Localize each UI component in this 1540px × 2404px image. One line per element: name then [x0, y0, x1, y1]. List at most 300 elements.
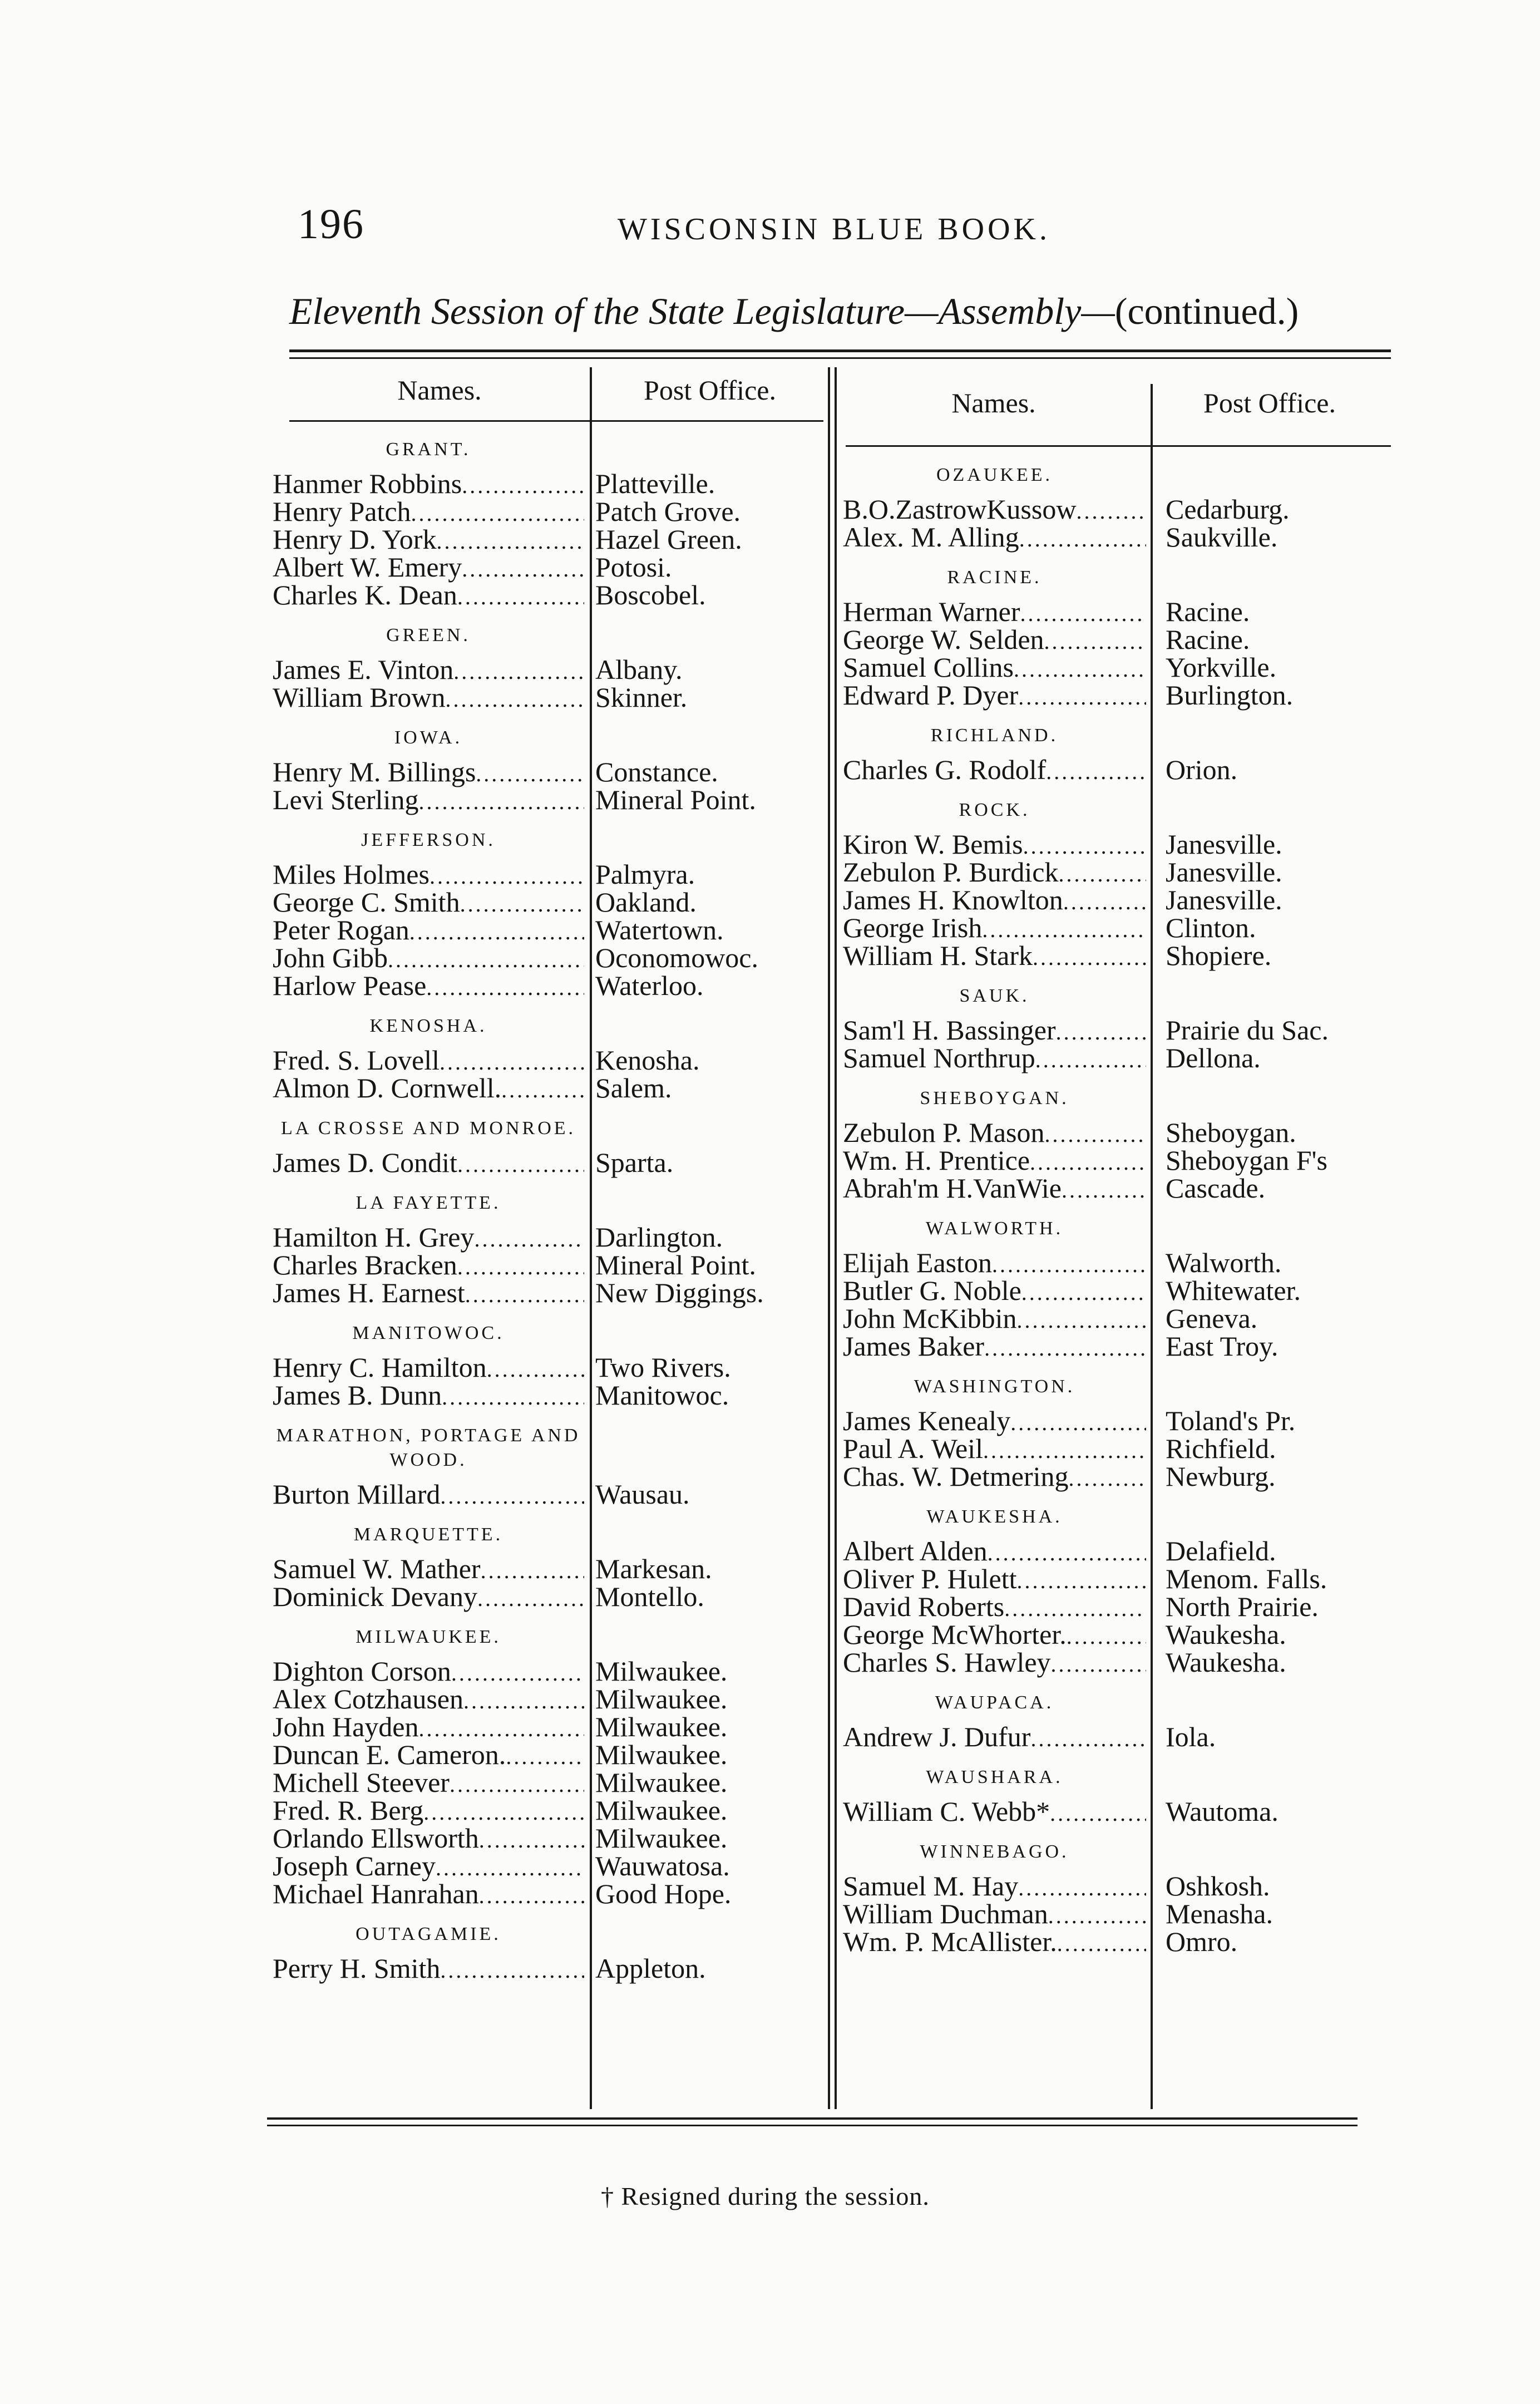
member-name: Harlow Pease — [273, 970, 427, 1001]
member-name: Albert Alden — [843, 1535, 988, 1566]
member-row — [273, 942, 758, 973]
member-row — [273, 1822, 728, 1854]
member-name: Fred. S. Lovell — [273, 1045, 440, 1076]
member-post-office: Iola. — [1166, 1721, 1216, 1752]
member-name: James E. Vinton — [273, 654, 454, 685]
member-row — [273, 1221, 723, 1253]
county-heading: WASHINGTON. — [914, 1376, 1075, 1397]
member-name: James D. Condit — [273, 1147, 457, 1178]
leader-dots — [409, 918, 584, 946]
leader-dots — [445, 686, 584, 713]
member-post-office: Two Rivers. — [595, 1352, 731, 1383]
member-name: George W. Selden — [843, 624, 1044, 655]
subtitle-italic: Eleventh Session of the State Legislature—Assembly— — [289, 290, 1115, 332]
member-post-office: Milwaukee. — [595, 1822, 728, 1854]
member-row — [273, 784, 756, 815]
leader-dots — [1046, 758, 1146, 786]
member-row — [273, 682, 688, 713]
member-row — [273, 1711, 728, 1742]
subtitle-plain: (continued.) — [1114, 290, 1299, 332]
member-row — [273, 756, 718, 787]
leader-dots — [1016, 1567, 1146, 1595]
member-post-office: Wautoma. — [1166, 1796, 1279, 1827]
member-row — [843, 1461, 1276, 1492]
member-name: John McKibbin — [843, 1303, 1017, 1334]
member-row — [843, 1535, 1276, 1566]
member-name: Hamilton H. Grey — [273, 1221, 475, 1253]
member-post-office: Janesville. — [1166, 856, 1282, 888]
leader-dots — [1050, 1800, 1146, 1827]
member-name: Paul A. Weil — [843, 1433, 984, 1464]
member-row — [843, 1247, 1282, 1278]
member-post-office: New Diggings. — [595, 1277, 764, 1308]
county-heading: WAUKESHA. — [926, 1506, 1063, 1527]
leader-dots — [1035, 1046, 1146, 1074]
member-post-office: Mineral Point. — [595, 1249, 756, 1280]
member-row — [273, 1147, 674, 1178]
county-heading: WAUSHARA. — [926, 1767, 1063, 1787]
leader-dots — [479, 1826, 584, 1854]
left-member-list — [273, 423, 764, 1984]
member-row — [843, 652, 1277, 683]
member-name: Alex Cotzhausen — [273, 1683, 463, 1715]
leader-dots — [984, 1334, 1146, 1362]
member-row — [273, 1656, 728, 1687]
leader-dots — [460, 890, 584, 918]
leader-dots — [457, 1151, 584, 1179]
member-name: Chas. W. Detmering — [843, 1461, 1069, 1492]
member-post-office: Janesville. — [1166, 884, 1282, 915]
member-post-office: Omro. — [1166, 1926, 1238, 1957]
member-name: James H. Earnest — [273, 1277, 465, 1308]
member-row — [273, 468, 715, 499]
member-row — [273, 1767, 728, 1798]
member-row — [843, 856, 1282, 888]
member-name: Orlando Ellsworth — [273, 1822, 479, 1854]
member-name: Samuel Northrup — [843, 1042, 1035, 1073]
member-name: B.O.ZastrowKussow — [843, 494, 1077, 525]
member-post-office: Janesville. — [1166, 829, 1282, 860]
member-post-office: Waukesha. — [1166, 1619, 1286, 1650]
leader-dots — [1062, 1176, 1146, 1204]
member-post-office: Geneva. — [1166, 1303, 1258, 1334]
member-name: William H. Stark — [843, 940, 1033, 971]
member-post-office: Mineral Point. — [595, 784, 756, 815]
member-name: James H. Knowlton — [843, 884, 1063, 915]
member-name: Dominick Devany — [273, 1581, 477, 1612]
member-post-office: Milwaukee. — [595, 1656, 728, 1687]
member-post-office: Yorkville. — [1166, 652, 1277, 683]
member-post-office: Orion. — [1166, 754, 1238, 785]
bottom-rule — [267, 2117, 1358, 2120]
member-row — [273, 1850, 730, 1881]
member-row — [843, 1647, 1286, 1678]
leader-dots — [501, 1076, 584, 1104]
member-name: Perry H. Smith — [273, 1953, 441, 1984]
member-post-office: Skinner. — [595, 682, 688, 713]
member-name: Kiron W. Bemis — [843, 829, 1023, 860]
member-row — [843, 624, 1250, 655]
member-post-office: Wauwatosa. — [595, 1850, 730, 1881]
leader-dots — [474, 1225, 584, 1253]
member-post-office: Montello. — [595, 1581, 704, 1612]
member-name: Joseph Carney — [273, 1850, 436, 1881]
county-heading: GREEN. — [386, 625, 471, 646]
right-names-header: Names. — [951, 387, 1036, 418]
member-row — [273, 970, 704, 1001]
top-rule — [289, 349, 1391, 352]
county-heading: OUTAGAMIE. — [356, 1924, 501, 1944]
member-name: Alex. M. Alling — [843, 521, 1019, 553]
county-heading: ROCK. — [959, 800, 1030, 820]
county-heading: IOWA. — [394, 727, 463, 748]
member-name: Edward P. Dyer — [843, 679, 1019, 711]
bottom-rule-2 — [267, 2125, 1358, 2126]
leader-dots — [453, 658, 584, 686]
member-row — [843, 1721, 1216, 1752]
member-row — [843, 829, 1282, 860]
member-name: David Roberts — [843, 1591, 1005, 1622]
member-post-office: Shopiere. — [1166, 940, 1272, 971]
leader-dots — [457, 583, 584, 611]
member-row — [273, 1581, 704, 1612]
county-heading: MARQUETTE. — [353, 1524, 504, 1545]
county-heading: MARATHON, PORTAGE AND WOOD. — [276, 1425, 581, 1470]
leader-dots — [506, 1743, 584, 1771]
leader-dots — [462, 472, 584, 500]
member-row — [843, 1173, 1266, 1204]
leader-dots — [1063, 888, 1146, 916]
member-name: Levi Sterling — [273, 784, 419, 815]
right-divider — [1151, 384, 1153, 2109]
member-name: Charles Bracken — [273, 1249, 457, 1280]
leader-dots — [1051, 1651, 1146, 1678]
member-row — [273, 551, 672, 583]
member-post-office: Waukesha. — [1166, 1647, 1286, 1678]
member-row — [273, 1479, 690, 1510]
member-name: Abrah'm H.VanWie — [843, 1173, 1062, 1204]
leader-dots — [1045, 1121, 1147, 1149]
member-row — [843, 1563, 1327, 1594]
center-divider-b — [835, 367, 837, 2109]
leader-dots — [451, 1659, 584, 1687]
county-heading: WINNEBAGO. — [920, 1841, 1069, 1862]
leader-dots — [411, 500, 584, 528]
member-name: James Baker — [843, 1331, 985, 1362]
right-member-list — [843, 449, 1329, 1957]
leader-dots — [1076, 497, 1146, 525]
leader-dots — [440, 1957, 584, 1984]
member-row — [273, 1380, 729, 1411]
member-row — [273, 496, 741, 527]
leader-dots — [1058, 860, 1146, 888]
member-name: Samuel M. Hay — [843, 1870, 1019, 1901]
leader-dots — [477, 1585, 584, 1613]
member-post-office: Appleton. — [595, 1953, 706, 1984]
member-name: Fred. R. Berg — [273, 1795, 424, 1826]
member-row — [843, 679, 1294, 711]
member-post-office: Dellona. — [1166, 1042, 1261, 1073]
member-post-office: Saukville. — [1166, 521, 1278, 553]
member-row — [843, 1926, 1238, 1957]
member-name: Sam'l H. Bassinger — [843, 1014, 1056, 1046]
leader-dots — [462, 555, 584, 583]
left-divider — [590, 367, 592, 2109]
member-post-office: Milwaukee. — [595, 1739, 728, 1770]
member-row — [273, 914, 724, 945]
member-post-office: Sparta. — [595, 1147, 674, 1178]
county-heading: GRANT. — [386, 439, 471, 460]
county-heading: MANITOWOC. — [352, 1323, 505, 1343]
member-post-office: East Troy. — [1166, 1331, 1279, 1362]
member-name: Charles K. Dean — [273, 579, 457, 610]
member-row — [273, 1878, 732, 1909]
member-post-office: Manitowoc. — [595, 1380, 729, 1411]
member-name: Herman Warner — [843, 596, 1020, 627]
member-name: John Gibb — [273, 942, 388, 973]
member-row — [843, 521, 1278, 553]
member-row — [843, 1042, 1261, 1073]
member-post-office: Waterloo. — [595, 970, 704, 1001]
leader-dots — [1021, 1279, 1146, 1307]
member-name: Oliver P. Hulett — [843, 1563, 1017, 1594]
member-post-office: Hazel Green. — [595, 524, 742, 555]
leader-dots — [1048, 1902, 1146, 1930]
leader-dots — [426, 974, 584, 1002]
member-row — [843, 1331, 1279, 1362]
member-name: John Hayden — [273, 1711, 419, 1742]
member-post-office: Markesan. — [595, 1553, 712, 1584]
member-name: Charles G. Rodolf — [843, 754, 1047, 785]
member-name: Hanmer Robbins — [273, 468, 462, 499]
leader-dots — [481, 1557, 584, 1585]
member-row — [843, 596, 1250, 627]
member-post-office: Toland's Pr. — [1166, 1405, 1296, 1436]
member-row — [843, 1796, 1279, 1827]
member-row — [843, 1591, 1319, 1622]
member-post-office: Menom. Falls. — [1166, 1563, 1327, 1594]
member-post-office: Oshkosh. — [1166, 1870, 1270, 1901]
member-name: Michael Hanrahan — [273, 1878, 479, 1909]
member-post-office: Milwaukee. — [595, 1683, 728, 1715]
member-row — [273, 524, 742, 555]
leader-dots — [1033, 944, 1146, 972]
member-row — [843, 1275, 1301, 1306]
member-post-office: Racine. — [1166, 624, 1250, 655]
leader-dots — [476, 760, 584, 788]
member-name: Albert W. Emery — [273, 551, 462, 583]
member-row — [273, 1739, 728, 1770]
member-name: George Irish — [843, 912, 983, 943]
leader-dots — [1067, 1623, 1146, 1651]
county-heading: KENOSHA. — [369, 1016, 487, 1036]
member-name: Henry M. Billings — [273, 756, 476, 787]
member-post-office: Oconomowoc. — [595, 942, 758, 973]
member-name: Duncan E. Cameron. — [273, 1739, 506, 1770]
member-row — [273, 579, 706, 610]
member-post-office: Wausau. — [595, 1479, 690, 1510]
member-post-office: Whitewater. — [1166, 1275, 1301, 1306]
county-heading: OZAUKEE. — [936, 465, 1053, 485]
county-heading: SHEBOYGAN. — [920, 1088, 1069, 1109]
county-heading: SAUK. — [959, 986, 1030, 1006]
member-row — [273, 1953, 706, 1984]
member-row — [843, 1303, 1258, 1334]
leader-dots — [487, 1356, 584, 1383]
member-post-office: Sheboygan. — [1166, 1117, 1296, 1148]
member-name: William C. Webb* — [843, 1796, 1050, 1827]
member-post-office: Newburg. — [1166, 1461, 1276, 1492]
county-heading: LA CROSSE AND MONROE. — [280, 1118, 576, 1139]
running-title: WISCONSIN BLUE BOOK. — [618, 212, 1050, 247]
member-row — [273, 1072, 672, 1104]
leader-dots — [1030, 1725, 1146, 1753]
member-row — [843, 1117, 1296, 1148]
member-row — [273, 1795, 728, 1826]
leader-dots — [479, 1882, 584, 1910]
member-name: Almon D. Cornwell. — [273, 1072, 502, 1104]
leader-dots — [463, 1687, 584, 1715]
member-row — [273, 1553, 712, 1584]
member-post-office: Milwaukee. — [595, 1711, 728, 1742]
member-name: Elijah Easton — [843, 1247, 992, 1278]
member-post-office: Albany. — [595, 654, 683, 685]
member-name: Charles S. Hawley — [843, 1647, 1051, 1678]
member-name: Burton Millard — [273, 1479, 441, 1510]
member-name: Peter Rogan — [273, 914, 409, 945]
member-name: Miles Holmes — [273, 859, 430, 890]
subtitle — [289, 289, 1299, 333]
leader-dots — [1056, 1018, 1146, 1046]
leader-dots — [1018, 683, 1146, 711]
leader-dots — [1014, 656, 1146, 683]
leader-dots — [440, 1482, 584, 1510]
member-post-office: Constance. — [595, 756, 718, 787]
left-head-rule — [289, 420, 823, 422]
member-name: Henry Patch — [273, 496, 411, 527]
leader-dots — [1019, 525, 1146, 553]
member-post-office: Richfield. — [1166, 1433, 1276, 1464]
leader-dots — [457, 1253, 584, 1281]
member-name: George McWhorter. — [843, 1619, 1067, 1650]
member-post-office: Salem. — [595, 1072, 672, 1104]
member-post-office: Milwaukee. — [595, 1767, 728, 1798]
member-post-office: Racine. — [1166, 596, 1250, 627]
member-row — [273, 1277, 764, 1308]
left-post-office-header: Post Office. — [644, 375, 776, 406]
member-post-office: Milwaukee. — [595, 1795, 728, 1826]
member-row — [843, 940, 1272, 971]
member-post-office: Cascade. — [1166, 1173, 1266, 1204]
member-name: Zebulon P. Burdick — [843, 856, 1059, 888]
member-name: William Duchman — [843, 1898, 1048, 1929]
leader-dots — [1057, 1930, 1146, 1958]
left-names-header: Names. — [397, 375, 482, 406]
member-name: James B. Dunn — [273, 1380, 442, 1411]
leader-dots — [1044, 628, 1146, 656]
member-post-office: Kenosha. — [595, 1045, 700, 1076]
member-row — [843, 1145, 1327, 1176]
right-post-office-header: Post Office. — [1203, 387, 1336, 418]
member-post-office: Watertown. — [595, 914, 724, 945]
footnote: † Resigned during the session. — [601, 2182, 930, 2210]
leader-dots — [1017, 1307, 1147, 1334]
member-post-office: Sheboygan F's — [1166, 1145, 1327, 1176]
member-post-office: Darlington. — [595, 1221, 723, 1253]
county-heading: RACINE. — [947, 567, 1042, 588]
member-row — [843, 912, 1256, 943]
member-row — [843, 1619, 1286, 1650]
member-row — [273, 1045, 700, 1076]
member-row — [843, 494, 1290, 525]
member-post-office: Delafield. — [1166, 1535, 1276, 1566]
member-name: Henry C. Hamilton — [273, 1352, 487, 1383]
member-row — [843, 1405, 1296, 1436]
member-row — [273, 886, 697, 918]
county-heading: JEFFERSON. — [361, 830, 496, 850]
member-row — [843, 1014, 1329, 1046]
leader-dots — [1069, 1465, 1146, 1492]
leader-dots — [450, 1771, 584, 1799]
member-post-office: North Prairie. — [1166, 1591, 1319, 1622]
member-post-office: Good Hope. — [595, 1878, 732, 1909]
member-name: Samuel Collins — [843, 652, 1014, 683]
member-row — [273, 859, 695, 890]
member-name: Samuel W. Mather — [273, 1553, 481, 1584]
member-name: James Kenealy — [843, 1405, 1011, 1436]
member-post-office: Menasha. — [1166, 1898, 1273, 1929]
member-row — [273, 1249, 756, 1280]
member-name: Zebulon P. Mason — [843, 1117, 1045, 1148]
county-heading: LA FAYETTE. — [356, 1193, 501, 1213]
county-heading: MILWAUKEE. — [356, 1627, 501, 1647]
member-name: George C. Smith — [273, 886, 460, 918]
member-name: Michell Steever — [273, 1767, 450, 1798]
county-heading: WAUPACA. — [935, 1692, 1054, 1713]
member-row — [843, 754, 1238, 785]
top-rule-2 — [289, 357, 1391, 359]
member-name: Henry D. York — [273, 524, 437, 555]
member-post-office: Clinton. — [1166, 912, 1256, 943]
leader-dots — [442, 1383, 584, 1411]
member-post-office: Burlington. — [1166, 679, 1294, 711]
leader-dots — [1010, 1409, 1146, 1437]
member-post-office: Palmyra. — [595, 859, 695, 890]
member-row — [273, 1352, 731, 1383]
member-post-office: Walworth. — [1166, 1247, 1282, 1278]
member-row — [843, 884, 1282, 915]
member-name: Wm. H. Prentice — [843, 1145, 1030, 1176]
center-divider-a — [828, 367, 830, 2109]
member-post-office: Platteville. — [595, 468, 715, 499]
member-post-office: Potosi. — [595, 551, 672, 583]
member-post-office: Boscobel. — [595, 579, 706, 610]
right-head-rule — [846, 445, 1391, 447]
member-row — [843, 1433, 1276, 1464]
member-name: William Brown — [273, 682, 446, 713]
member-post-office: Cedarburg. — [1166, 494, 1290, 525]
member-row — [273, 1683, 728, 1715]
member-name: Butler G. Noble — [843, 1275, 1021, 1306]
member-post-office: Prairie du Sac. — [1166, 1014, 1329, 1046]
page-number: 196 — [298, 201, 364, 248]
member-post-office: Patch Grove. — [595, 496, 741, 527]
leader-dots — [418, 788, 584, 816]
member-row — [843, 1870, 1270, 1901]
county-heading: RICHLAND. — [930, 725, 1059, 746]
member-post-office: Oakland. — [595, 886, 697, 918]
member-name: Dighton Corson — [273, 1656, 451, 1687]
